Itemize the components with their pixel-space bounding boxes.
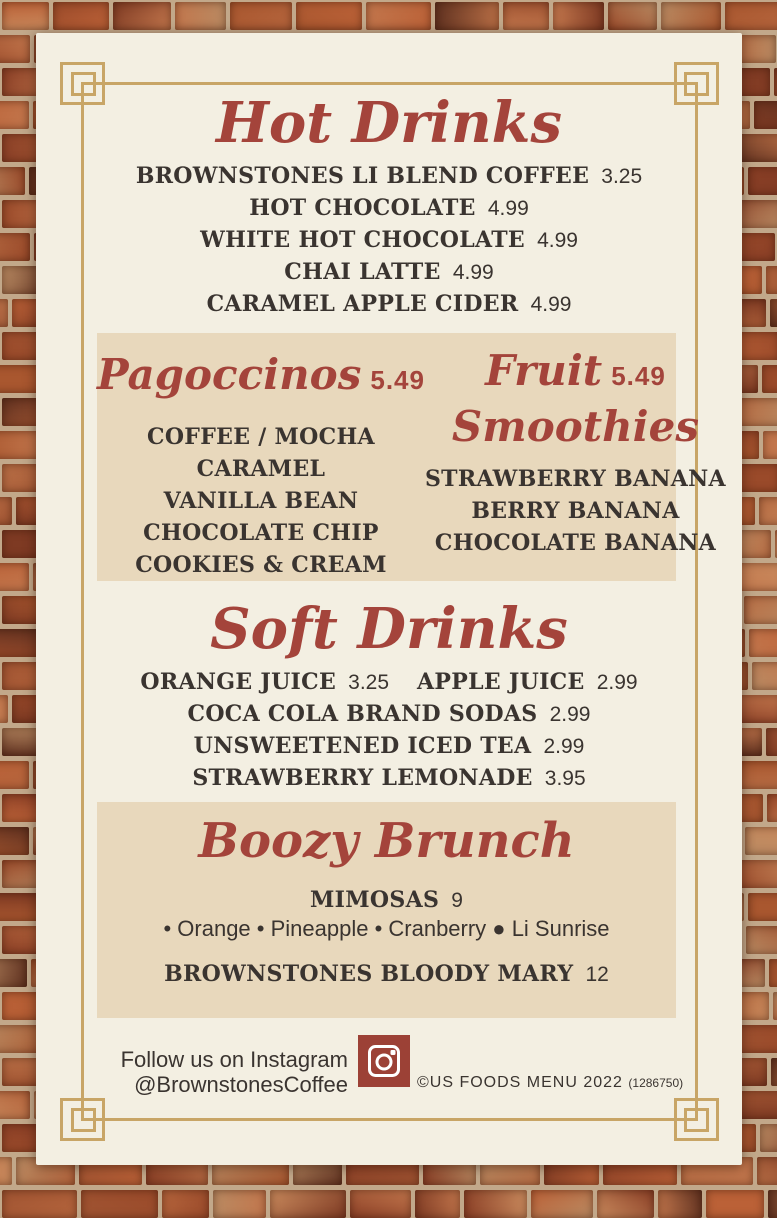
- menu-item-row: [36, 730, 742, 762]
- menu-item-row: [97, 421, 425, 453]
- credit-text: ©US FOODS MENU 2022: [417, 1074, 623, 1091]
- corner-ornament-bottom-left-inner: [71, 1108, 96, 1132]
- pagoccinos-column: [97, 333, 425, 581]
- item-price: 4.99: [452, 261, 494, 284]
- item-price: 3.25: [601, 165, 643, 188]
- item-price: 2.99: [596, 671, 638, 694]
- item-name: CHOCOLATE CHIP: [143, 520, 379, 546]
- menu-item-row: [425, 463, 726, 495]
- item-name: WHITE HOT CHOCOLATE: [200, 227, 525, 253]
- item-name: CARAMEL: [196, 456, 326, 482]
- item-price: 3.25: [348, 671, 390, 694]
- menu-item-row: [97, 884, 676, 916]
- item-price: 4.99: [487, 197, 529, 220]
- item-price: 2.99: [543, 735, 585, 758]
- fruit-title-line1: Fruit: [485, 346, 603, 395]
- corner-ornament-bottom-right-inner: [684, 1108, 709, 1132]
- menu-item-row: [97, 485, 425, 517]
- menu-item-row: [97, 958, 676, 990]
- item-name: CHOCOLATE BANANA: [434, 530, 716, 556]
- item-name: STRAWBERRY LEMONADE: [192, 765, 533, 791]
- menu-item-row: [36, 762, 742, 794]
- soft-drinks-title: Soft Drinks: [210, 596, 568, 662]
- item-price: 3.95: [544, 767, 586, 790]
- menu-item-row: [425, 495, 726, 527]
- item-name: APPLE JUICE: [417, 669, 585, 695]
- item-name: BROWNSTONES LI BLEND COFFEE: [135, 163, 590, 189]
- menu-item: [417, 666, 638, 698]
- panel-boozy-brunch: [97, 802, 676, 1018]
- item-price: 9: [451, 889, 463, 912]
- item-name: HOT CHOCOLATE: [249, 195, 476, 221]
- menu-item-row: [36, 288, 742, 320]
- item-name: MIMOSAS: [310, 887, 440, 913]
- mimosa-flavors: • Orange • Pineapple • Cranberry ● Li Sunrise: [163, 916, 610, 941]
- pagoccinos-heading: [97, 333, 425, 407]
- section-hot-drinks: [36, 90, 742, 320]
- panel-pagoccinos-smoothies: [97, 333, 726, 581]
- menu-item: [140, 666, 389, 698]
- item-price: 4.99: [530, 293, 572, 316]
- menu-card: [36, 33, 742, 1165]
- us-foods-credit: [417, 1074, 683, 1092]
- section-soft-drinks: [36, 596, 742, 794]
- pagoccinos-price: 5.49: [370, 365, 425, 395]
- pagoccinos-title: Pagoccinos: [97, 350, 362, 399]
- item-name: COCA COLA BRAND SODAS: [187, 701, 538, 727]
- item-name: COFFEE / MOCHA: [147, 424, 375, 450]
- item-name: BERRY BANANA: [471, 498, 680, 524]
- hot-drinks-title: Hot Drinks: [215, 90, 562, 156]
- menu-item-row: [36, 160, 742, 192]
- follow-line1: Follow us on Instagram: [120, 1047, 348, 1072]
- menu-item-row: [36, 256, 742, 288]
- item-price: 12: [585, 963, 609, 986]
- item-name: UNSWEETENED ICED TEA: [193, 733, 532, 759]
- menu-item-row: [36, 698, 742, 730]
- follow-handle: @BrownstonesCoffee: [134, 1072, 348, 1097]
- menu-item-row: [425, 527, 726, 559]
- item-price: 2.99: [549, 703, 591, 726]
- item-name: COOKIES & CREAM: [135, 552, 387, 578]
- fruit-smoothies-heading: [425, 333, 726, 451]
- item-name: CARAMEL APPLE CIDER: [206, 291, 519, 317]
- menu-item-row: [36, 224, 742, 256]
- item-name: CHAI LATTE: [284, 259, 441, 285]
- item-name: ORANGE JUICE: [140, 669, 337, 695]
- item-name: VANILLA BEAN: [163, 488, 359, 514]
- item-price: 4.99: [537, 229, 578, 252]
- fruit-smoothies-column: [425, 333, 726, 581]
- item-name: STRAWBERRY BANANA: [424, 466, 726, 492]
- menu-item-row: [97, 549, 425, 581]
- instagram-follow-text: [121, 1047, 348, 1097]
- menu-item-row: [36, 192, 742, 224]
- fruit-smoothies-price: 5.49: [611, 361, 666, 391]
- menu-item-row: [97, 517, 425, 549]
- credit-code: (1286750): [628, 1076, 684, 1090]
- menu-item-row: [97, 453, 425, 485]
- instagram-icon: [358, 1035, 410, 1087]
- fruit-title-line2: Smoothies: [451, 402, 699, 451]
- item-name: BROWNSTONES BLOODY MARY: [164, 961, 574, 987]
- menu-item-row: [36, 666, 742, 698]
- boozy-brunch-title: Boozy Brunch: [198, 813, 575, 869]
